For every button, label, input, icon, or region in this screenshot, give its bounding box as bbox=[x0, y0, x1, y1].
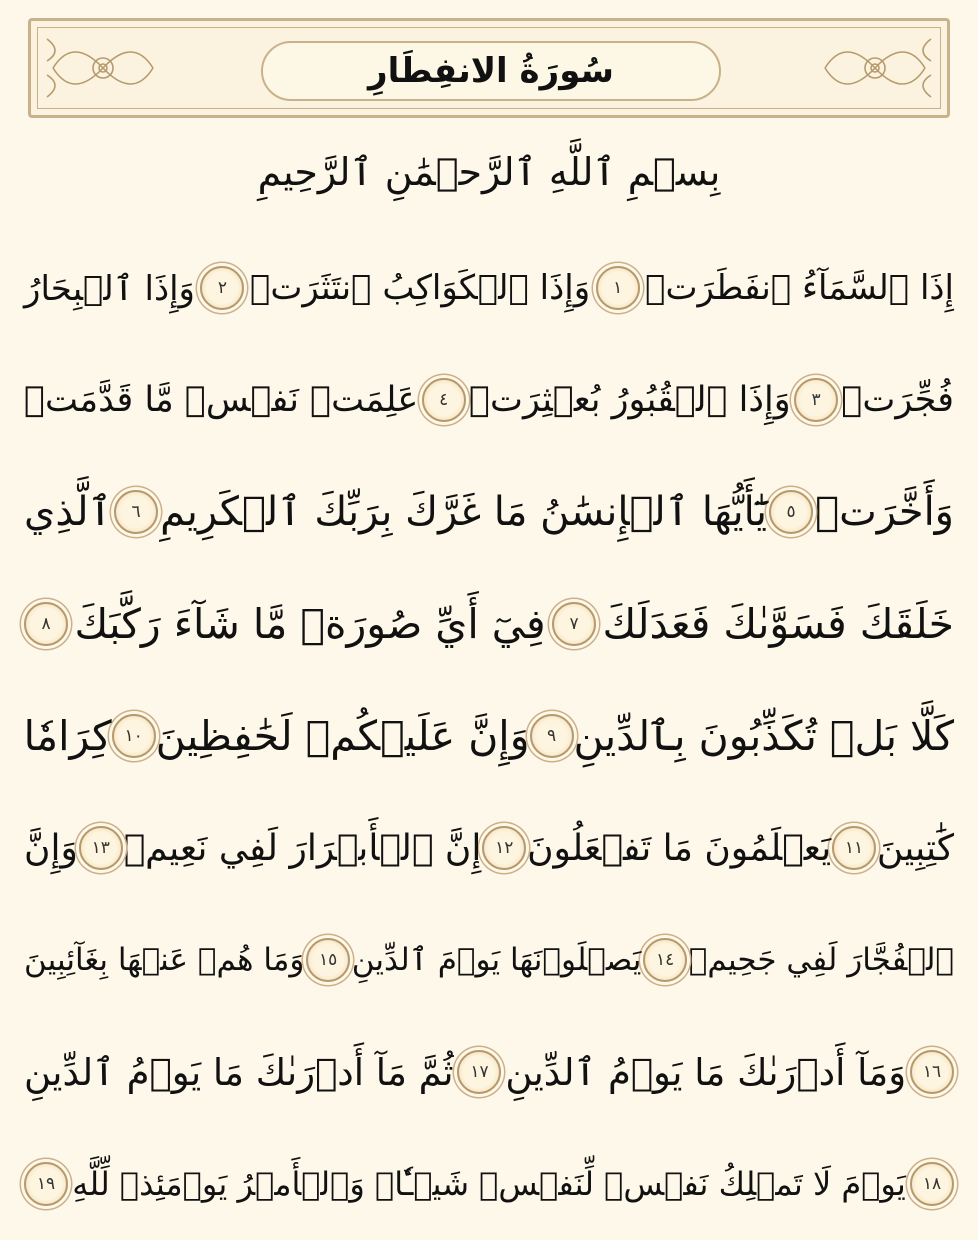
verse-text: فُجِّرَتۡ bbox=[841, 380, 954, 420]
verse-text: ٱلۡفُجَّارَ لَفِي جَحِيمٖ bbox=[688, 942, 954, 978]
verse-text: كَلَّا بَلۡ تُكَذِّبُونَ بِٱلدِّينِ bbox=[573, 712, 954, 760]
verse-text: وَإِذَا ٱلۡكَوَاكِبُ ٱنتَثَرَتۡ bbox=[249, 268, 591, 308]
ayah-number-marker: ٤ bbox=[422, 378, 466, 422]
ayah-number-marker: ١٥ bbox=[306, 938, 350, 982]
verse-text: وَأَخَّرَتۡ bbox=[815, 489, 954, 535]
verse-lines bbox=[24, 232, 954, 1240]
verse-text: وَإِنَّ عَلَيۡكُمۡ لَحَٰفِظِينَ bbox=[155, 712, 530, 760]
ayah-number-marker: ١٣ bbox=[79, 826, 123, 870]
verse-text: خَلَقَكَ فَسَوَّىٰكَ فَعَدَلَكَ bbox=[602, 600, 954, 648]
verse-line bbox=[24, 344, 954, 456]
surah-title-plate bbox=[261, 41, 721, 101]
ayah-number-marker: ١٩ bbox=[24, 1162, 68, 1206]
verse-text: كَٰتِبِينَ bbox=[876, 827, 954, 869]
ayah-number-marker: ٣ bbox=[794, 378, 838, 422]
verse-text: إِذَا ٱلسَّمَآءُ ٱنفَطَرَتۡ bbox=[645, 268, 954, 308]
verse-line bbox=[24, 456, 954, 568]
ayah-number-marker: ١٨ bbox=[910, 1162, 954, 1206]
ayah-number-marker: ٢ bbox=[200, 266, 244, 310]
verse-line bbox=[24, 1016, 954, 1128]
verse-line bbox=[24, 568, 954, 680]
verse-text: وَمَا هُمۡ عَنۡهَا بِغَآئِبِينَ bbox=[24, 942, 305, 978]
ayah-number-marker: ١١ bbox=[832, 826, 876, 870]
verse-text: ثُمَّ مَآ أَدۡرَىٰكَ مَا يَوۡمُ ٱلدِّينِ bbox=[24, 1050, 454, 1094]
ayah-number-marker: ١٦ bbox=[910, 1050, 954, 1094]
ayah-number-marker: ٦ bbox=[114, 490, 158, 534]
ayah-number-marker: ١٤ bbox=[643, 938, 687, 982]
basmala: بِسۡمِ ٱللَّهِ ٱلرَّحۡمَٰنِ ٱلرَّحِيمِ bbox=[257, 150, 721, 194]
verse-text: وَمَآ أَدۡرَىٰكَ مَا يَوۡمُ ٱلدِّينِ bbox=[505, 1050, 907, 1094]
ayah-number-marker: ١٠ bbox=[112, 714, 156, 758]
verse-text: يَٰٓأَيُّهَا ٱلۡإِنسَٰنُ مَا غَرَّكَ بِرَبِّكَ ٱلۡكَرِيمِ bbox=[160, 489, 767, 535]
verse-line bbox=[24, 680, 954, 792]
verse-line bbox=[24, 232, 954, 344]
verse-text: يَعۡلَمُونَ مَا تَفۡعَلُونَ bbox=[527, 827, 832, 869]
verse-text: وَإِذَا ٱلۡبِحَارُ bbox=[24, 268, 195, 309]
verse-text: وَإِنَّ bbox=[24, 827, 78, 869]
verse-line bbox=[24, 792, 954, 904]
verse-text: ٱلَّذِي bbox=[24, 489, 112, 535]
verse-line bbox=[24, 1128, 954, 1240]
verse-text: إِنَّ ٱلۡأَبۡرَارَ لَفِي نَعِيمٖ bbox=[123, 827, 482, 869]
verse-text: وَإِذَا ٱلۡقُبُورُ بُعۡثِرَتۡ bbox=[469, 380, 791, 420]
ayah-number-marker: ٧ bbox=[552, 602, 596, 646]
verse-text: يَصۡلَوۡنَهَا يَوۡمَ ٱلدِّينِ bbox=[351, 942, 642, 978]
ayah-number-marker: ٥ bbox=[769, 490, 813, 534]
ayah-number-marker: ١ bbox=[596, 266, 640, 310]
ayah-number-marker: ٩ bbox=[530, 714, 574, 758]
ayah-number-marker: ١٢ bbox=[482, 826, 526, 870]
ornament-left-icon bbox=[43, 31, 163, 105]
ayah-number-marker: ١٧ bbox=[457, 1050, 501, 1094]
ayah-number-marker: ٨ bbox=[24, 602, 68, 646]
verse-text: فِيٓ أَيِّ صُورَةٖ مَّا شَآءَ رَكَّبَكَ bbox=[74, 600, 546, 648]
verse-text: يَوۡمَ لَا تَمۡلِكُ نَفۡسٞ لِّنَفۡسٖ شَيۡـٔٗاۖ وَٱلۡأَمۡرُ يَوۡمَئِذٖ لِّلَّهِ bbox=[72, 1165, 906, 1203]
verse-line bbox=[24, 904, 954, 1016]
surah-header-frame bbox=[28, 18, 950, 118]
ornament-right-icon bbox=[815, 31, 935, 105]
surah-title: سُورَةُ الانفِطَارِ bbox=[368, 51, 614, 91]
verse-text: عَلِمَتۡ نَفۡسٞ مَّا قَدَّمَتۡ bbox=[24, 380, 419, 420]
verse-text: كِرَامٗا bbox=[23, 712, 112, 760]
